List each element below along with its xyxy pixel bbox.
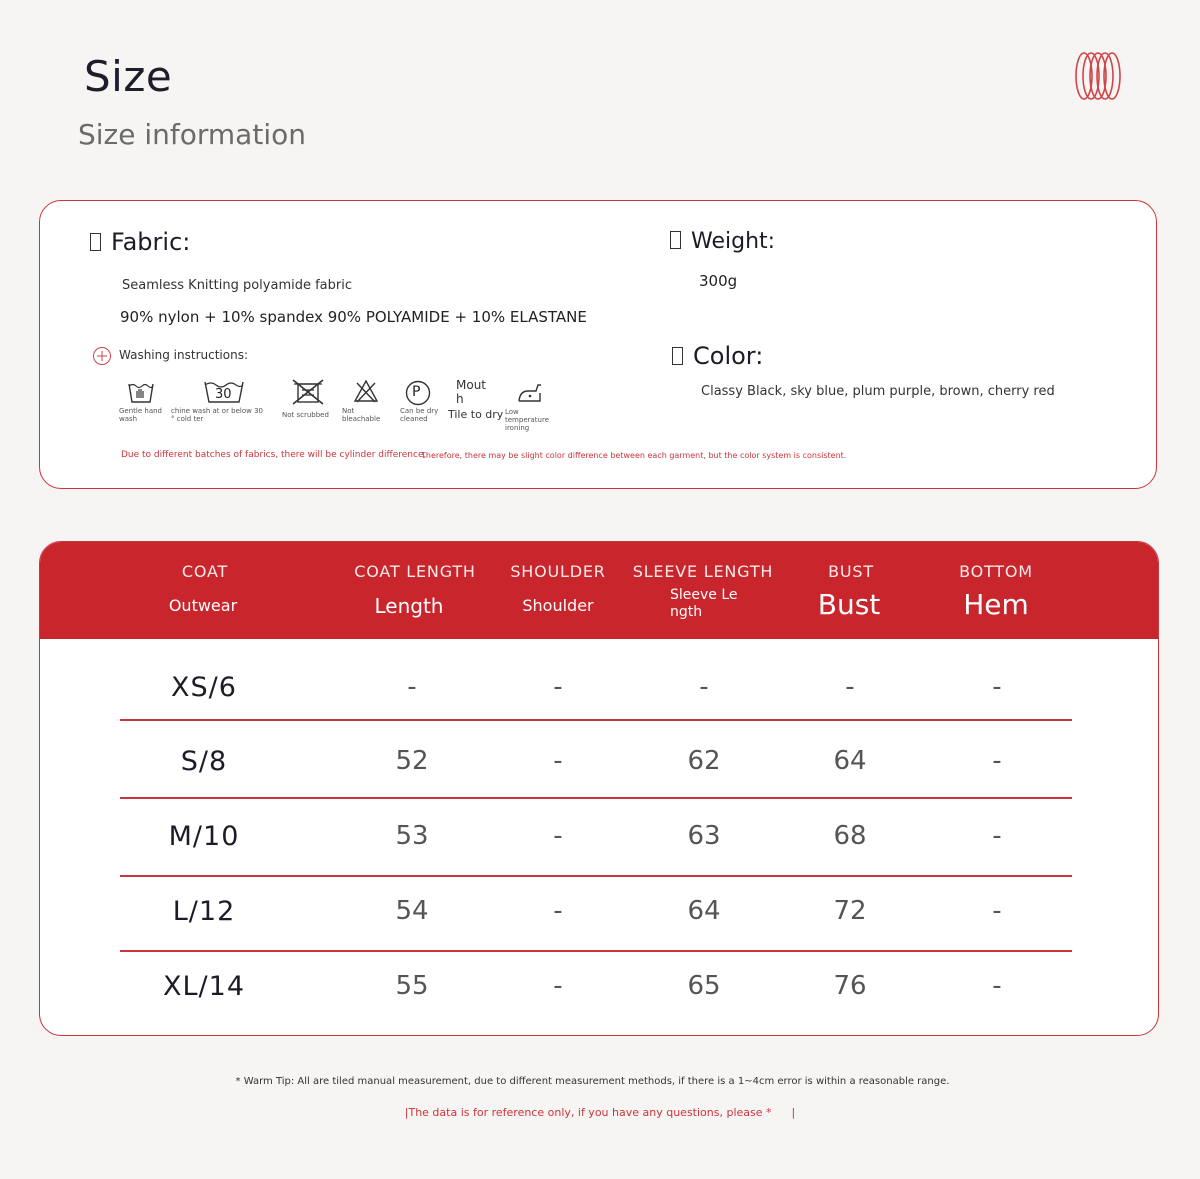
table-cell: 64: [687, 896, 721, 926]
col-coat-header: COAT: [181, 562, 229, 581]
bullet-box-icon: [90, 233, 101, 251]
table-cell: -: [553, 672, 563, 702]
col-bust-sub: Bust: [817, 588, 881, 621]
fabric-description: Seamless Knitting polyamide fabric: [122, 278, 353, 293]
color-heading: Color:: [672, 342, 763, 370]
fabric-heading: Fabric:: [90, 228, 190, 256]
row-divider: [120, 950, 1072, 952]
size-label-l: L/12: [172, 896, 236, 927]
table-cell: 55: [395, 971, 429, 1001]
table-cell: 76: [833, 971, 867, 1001]
table-cell: -: [553, 746, 563, 776]
col-hem-sub: Hem: [963, 588, 1029, 621]
weight-value: 300g: [699, 272, 738, 290]
col-bust-header: BUST: [828, 562, 874, 581]
col-sleeve-header: SLEEVE LENGTH: [632, 562, 774, 581]
table-cell: 72: [833, 896, 867, 926]
table-cell: -: [992, 971, 1002, 1001]
machine-wash-label: chine wash at or below 30 ° cold ter: [171, 407, 264, 423]
table-cell: -: [407, 672, 417, 702]
table-cell: -: [699, 672, 709, 702]
plus-circle-icon: [92, 346, 112, 366]
table-cell: -: [992, 746, 1002, 776]
size-label-xs: XS/6: [171, 672, 237, 703]
table-cell: 64: [833, 746, 867, 776]
dry-clean-label: Can be dry cleaned: [400, 407, 439, 423]
fabric-composition: 90% nylon + 10% spandex 90% POLYAMIDE + 10% ELASTANE: [120, 308, 587, 326]
hand-wash-icon: [127, 378, 155, 404]
no-bleach-icon: [353, 378, 379, 404]
table-cell: -: [553, 896, 563, 926]
size-table: [39, 541, 1159, 1036]
table-cell: 68: [833, 821, 867, 851]
no-scrub-icon: [290, 378, 326, 406]
col-length-header: COAT LENGTH: [354, 562, 476, 581]
table-cell: 62: [687, 746, 721, 776]
low-iron-icon: [516, 381, 544, 405]
table-cell: -: [553, 971, 563, 1001]
no-scrub-label: Not scrubbed: [282, 411, 329, 419]
reference-note: |The data is for reference only, if you have any questions, please * |: [404, 1106, 796, 1119]
row-divider: [120, 797, 1072, 799]
table-cell: -: [992, 896, 1002, 926]
color-note: Therefore, there may be slight color difference between each garment, but the color system is consistent.: [421, 451, 847, 460]
color-options: Classy Black, sky blue, plum purple, brown, cherry red: [701, 384, 1055, 399]
wash-temperature: 30: [215, 387, 232, 402]
warm-tip: * Warm Tip: All are tiled manual measurement, due to different measurement methods, if there is a 1~4cm error is within a reasonable range.: [235, 1076, 950, 1087]
table-cell: 53: [395, 821, 429, 851]
col-shoulder-header: SHOULDER: [510, 562, 606, 581]
size-label-s: S/8: [180, 746, 228, 777]
table-cell: 65: [687, 971, 721, 1001]
col-shoulder-sub: Shoulder: [522, 596, 594, 615]
col-sleeve-sub: Sleeve Le ngth: [670, 587, 738, 620]
tile-dry-label: Tile to dry: [448, 408, 504, 421]
row-divider: [120, 719, 1072, 721]
rings-logo-icon: [1072, 50, 1124, 102]
col-hem-header: BOTTOM: [959, 562, 1033, 581]
no-bleach-label: Not bleachable: [342, 407, 381, 423]
table-cell: 63: [687, 821, 721, 851]
table-cell: -: [992, 672, 1002, 702]
size-table-header: [40, 542, 1158, 639]
table-cell: -: [992, 821, 1002, 851]
bullet-box-icon: [670, 231, 681, 249]
weight-heading: Weight:: [670, 229, 775, 254]
col-length-sub: Length: [374, 594, 444, 618]
table-cell: 52: [395, 746, 429, 776]
washing-label: Washing instructions:: [119, 348, 248, 362]
size-label-m: M/10: [168, 821, 240, 852]
batch-note: Due to different batches of fabrics, there will be cylinder difference,: [121, 450, 427, 460]
table-cell: 54: [395, 896, 429, 926]
bullet-box-icon: [672, 347, 683, 365]
product-info-card: [39, 200, 1157, 489]
page-subtitle: Size information: [78, 118, 306, 151]
table-cell: -: [553, 821, 563, 851]
low-iron-label: Low temperature ironing: [505, 408, 549, 432]
table-cell: -: [845, 672, 855, 702]
row-divider: [120, 875, 1072, 877]
hand-wash-label: Gentle hand wash: [119, 407, 162, 423]
tile-dry-top-label: Mout h: [456, 378, 487, 406]
dry-clean-letter: P: [412, 384, 421, 400]
page-title: Size: [84, 52, 173, 101]
size-label-xl: XL/14: [163, 971, 245, 1002]
col-coat-sub: Outwear: [168, 596, 238, 615]
